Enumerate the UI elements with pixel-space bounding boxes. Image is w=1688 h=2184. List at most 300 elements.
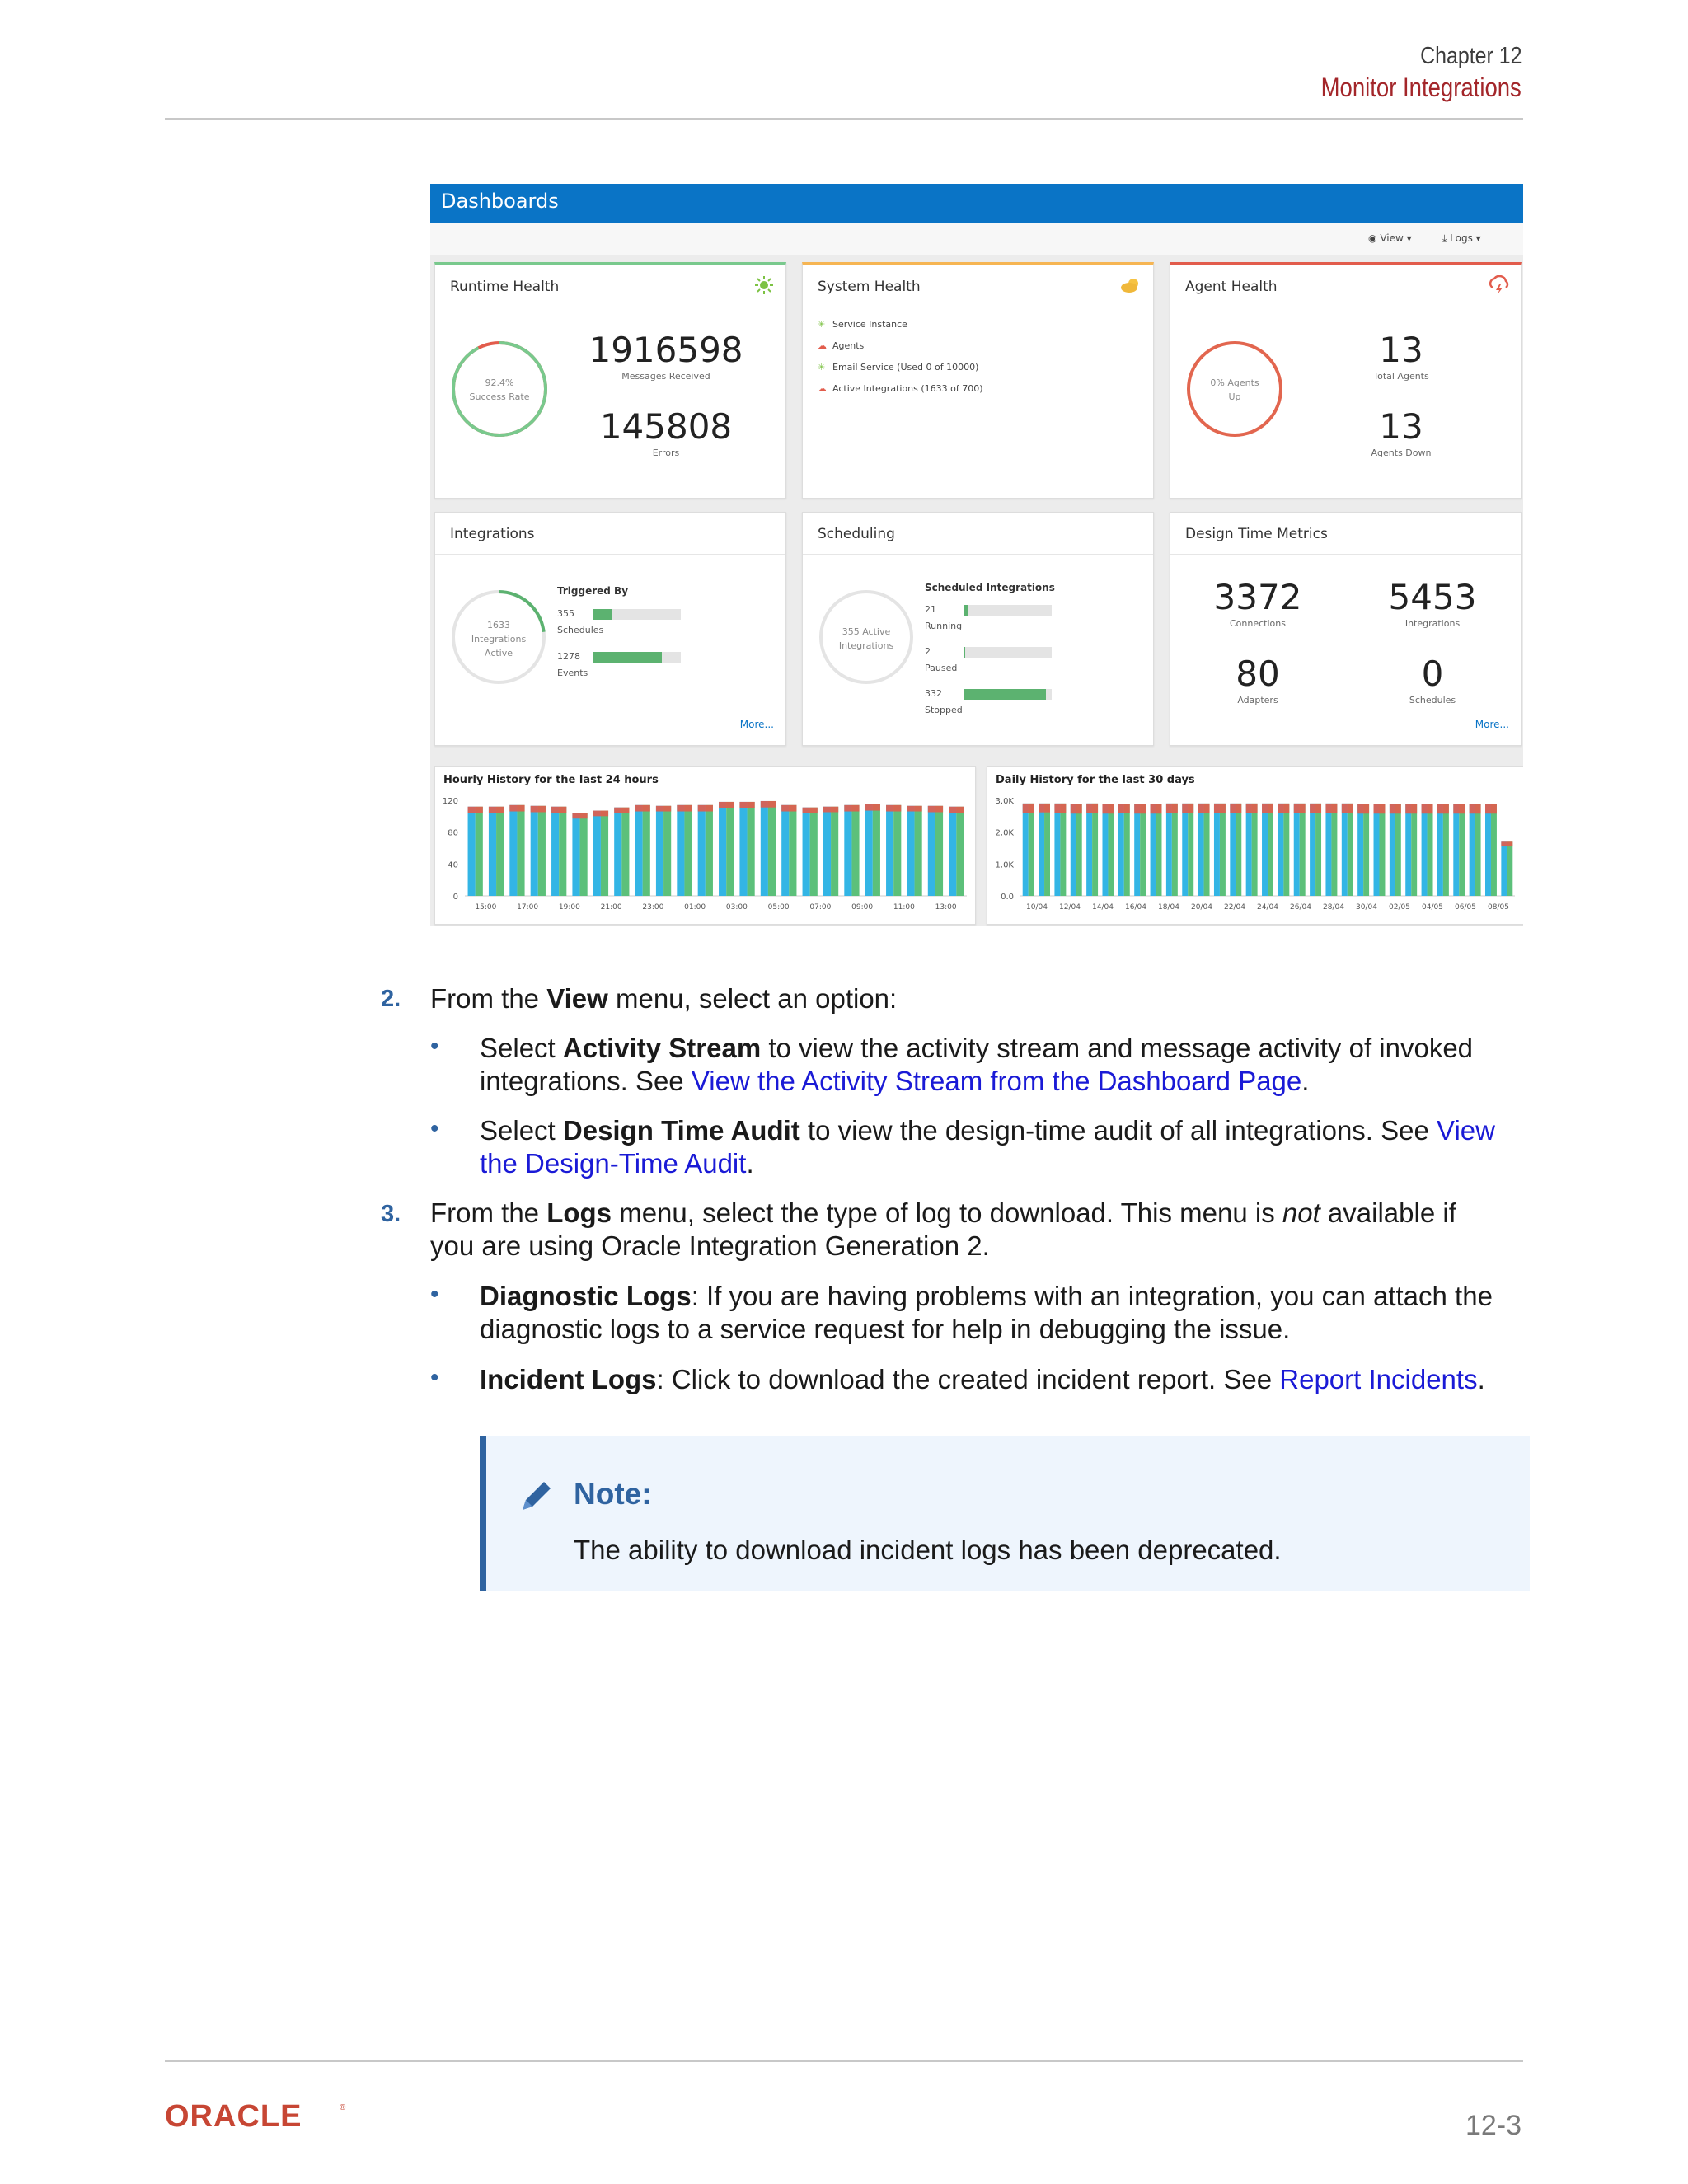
bar-series-1 bbox=[468, 807, 476, 896]
bar-series-1 bbox=[1428, 804, 1433, 896]
bar-series-1 bbox=[1405, 804, 1411, 896]
events-bar bbox=[593, 652, 681, 663]
logs-menu[interactable] bbox=[1442, 232, 1481, 245]
bar-series-2 bbox=[1374, 804, 1386, 814]
text-run: to view the activity stream and message activity of invoked bbox=[761, 1033, 1474, 1063]
sun-icon: ✳ bbox=[818, 362, 826, 373]
bar-series-2 bbox=[1182, 804, 1193, 813]
bar-series-1 bbox=[1374, 804, 1380, 896]
bullet: • bbox=[430, 1281, 439, 1308]
step-3-text-cont: you are using Oracle Integration Generation 2. bbox=[430, 1230, 990, 1261]
bar-series-1 bbox=[1507, 841, 1512, 896]
x-tick-label: 02/05 bbox=[1389, 903, 1410, 912]
x-tick-label: 10/04 bbox=[1026, 903, 1048, 912]
bar-series-2 bbox=[509, 805, 524, 812]
step-number: 2. bbox=[381, 986, 401, 1012]
bar-series-1 bbox=[1315, 804, 1321, 896]
bar-series-1 bbox=[726, 802, 734, 896]
storm-icon: ☁ bbox=[818, 383, 827, 394]
bar-series-1 bbox=[831, 807, 838, 896]
bar-series-2 bbox=[635, 805, 650, 812]
bar-series-1 bbox=[1151, 804, 1156, 896]
system-health-card[interactable] bbox=[802, 262, 1154, 499]
chart-title: Daily History for the last 30 days bbox=[996, 774, 1195, 786]
x-tick-label: 11:00 bbox=[893, 903, 915, 912]
bar-series-2 bbox=[1118, 804, 1130, 813]
daily-chart-plot bbox=[987, 790, 1523, 922]
bar-series-1 bbox=[1475, 804, 1481, 896]
bar-series-1 bbox=[1470, 804, 1475, 896]
y-tick-label: 1.0K bbox=[995, 860, 1014, 870]
bar-series-1 bbox=[1246, 804, 1252, 896]
design-time-audit-link[interactable]: the Design-Time Audit bbox=[480, 1148, 747, 1179]
bar-series-1 bbox=[656, 806, 663, 896]
integrations-card[interactable] bbox=[434, 512, 786, 746]
stopped-bar-fill bbox=[964, 689, 1046, 700]
bar-series-1 bbox=[1124, 804, 1130, 896]
bar-series-1 bbox=[1300, 804, 1306, 896]
more-link[interactable]: More... bbox=[1475, 719, 1509, 730]
events-value: 1278 bbox=[557, 651, 580, 662]
bullet-design-time-audit-cont bbox=[480, 1147, 754, 1180]
note-text: The ability to download incident logs has been deprecated. bbox=[574, 1535, 1282, 1565]
schedules-value: 355 bbox=[557, 608, 574, 619]
stopped-bar bbox=[964, 689, 1052, 700]
bar-series-1 bbox=[915, 806, 922, 896]
bar-series-2 bbox=[886, 805, 901, 812]
design-time-metrics-card[interactable] bbox=[1170, 512, 1522, 746]
bar-series-1 bbox=[1252, 804, 1258, 896]
bar-series-1 bbox=[1076, 804, 1082, 896]
bar-series-1 bbox=[844, 805, 851, 896]
step-3-text bbox=[430, 1197, 1456, 1230]
adapters-label: Adapters bbox=[1237, 695, 1278, 705]
bar-series-2 bbox=[1230, 804, 1241, 813]
text-run: . bbox=[1301, 1066, 1310, 1096]
bar-series-1 bbox=[768, 801, 776, 896]
card-divider bbox=[435, 554, 785, 555]
x-tick-label: 17:00 bbox=[517, 903, 539, 912]
storm-icon: ☁ bbox=[818, 340, 827, 351]
bar-series-1 bbox=[873, 804, 880, 896]
bar-series-2 bbox=[614, 808, 629, 813]
x-tick-label: 18/04 bbox=[1158, 903, 1179, 912]
errors-value: 145808 bbox=[599, 406, 733, 447]
option-name: Incident Logs bbox=[480, 1364, 657, 1394]
svg-text:®: ® bbox=[340, 2103, 346, 2112]
agents-down-label: Agents Down bbox=[1371, 448, 1432, 458]
system-item-email-service[interactable] bbox=[818, 362, 978, 373]
bar-series-2 bbox=[656, 806, 671, 812]
bullet: • bbox=[430, 1033, 439, 1060]
system-item-label: Agents bbox=[832, 340, 865, 351]
bar-series-1 bbox=[1236, 804, 1241, 896]
bar-series-1 bbox=[1379, 804, 1385, 896]
oracle-logo-mark bbox=[165, 2098, 354, 2131]
messages-received-value: 1916598 bbox=[588, 330, 743, 370]
x-tick-label: 20/04 bbox=[1191, 903, 1212, 912]
bar-series-2 bbox=[739, 802, 754, 808]
text-run: From the bbox=[430, 983, 547, 1014]
bar-series-2 bbox=[1054, 804, 1066, 813]
bar-series-1 bbox=[907, 806, 914, 896]
active-integrations-count: 1633 bbox=[487, 620, 510, 630]
bullet: • bbox=[430, 1364, 439, 1391]
bar-series-1 bbox=[643, 805, 650, 896]
x-tick-label: 14/04 bbox=[1092, 903, 1114, 912]
running-label: Running bbox=[925, 621, 963, 631]
agents-up-label: 0% Agents bbox=[1210, 377, 1259, 388]
bar-series-2 bbox=[1405, 804, 1417, 814]
bar-series-1 bbox=[956, 807, 964, 896]
active-integrations-label: Integrations bbox=[471, 634, 527, 644]
y-tick-label: 2.0K bbox=[995, 828, 1014, 838]
system-item-label: Service Instance bbox=[832, 319, 907, 330]
bar-series-1 bbox=[551, 807, 559, 896]
integrations-value: 5453 bbox=[1388, 577, 1477, 617]
bar-series-2 bbox=[949, 807, 964, 813]
card-title: Design Time Metrics bbox=[1185, 526, 1328, 542]
x-tick-label: 12/04 bbox=[1059, 903, 1081, 912]
bar-series-1 bbox=[893, 805, 901, 896]
bar-series-1 bbox=[1204, 804, 1210, 896]
activity-stream-link[interactable]: View the Activity Stream from the Dashboard Page bbox=[691, 1066, 1302, 1096]
messages-received-label: Messages Received bbox=[621, 371, 710, 382]
runtime-health-card[interactable] bbox=[434, 262, 786, 499]
active-integrations-sublabel: Active bbox=[484, 648, 513, 658]
card-title: System Health bbox=[818, 279, 921, 295]
bar-series-1 bbox=[635, 805, 643, 896]
system-item-active-integrations[interactable] bbox=[818, 383, 983, 394]
bar-series-1 bbox=[1230, 804, 1236, 896]
bar-series-2 bbox=[1039, 804, 1050, 813]
more-link[interactable]: More... bbox=[739, 719, 774, 730]
running-bar bbox=[964, 605, 1052, 616]
note-box bbox=[480, 1436, 1530, 1591]
dashboard-title-bar bbox=[430, 184, 1523, 223]
bar-series-2 bbox=[593, 811, 608, 817]
hourly-chart-plot bbox=[435, 790, 975, 922]
x-tick-label: 30/04 bbox=[1356, 903, 1377, 912]
bar-series-1 bbox=[1491, 804, 1497, 896]
bar-series-2 bbox=[1214, 804, 1226, 813]
bar-series-1 bbox=[935, 806, 943, 896]
stopped-value: 332 bbox=[925, 688, 942, 699]
bar-series-1 bbox=[706, 805, 713, 896]
dashboard-screenshot bbox=[430, 184, 1523, 926]
pencil-icon bbox=[518, 1477, 556, 1515]
y-tick-label: 0.0 bbox=[1001, 893, 1014, 902]
bar-series-2 bbox=[1325, 804, 1337, 813]
bar-series-2 bbox=[489, 807, 504, 813]
bar-series-2 bbox=[1151, 804, 1162, 814]
bar-series-1 bbox=[517, 805, 524, 896]
bar-series-1 bbox=[1023, 804, 1029, 896]
bar-series-1 bbox=[476, 807, 483, 896]
bar-series-2 bbox=[1278, 804, 1289, 813]
eye-icon: ◉ bbox=[1368, 232, 1377, 244]
bar-series-1 bbox=[810, 808, 818, 896]
adapters-value: 80 bbox=[1236, 654, 1280, 694]
text-run: to view the design-time audit of all integrations. See bbox=[799, 1115, 1437, 1146]
bar-series-1 bbox=[572, 813, 579, 896]
bar-series-2 bbox=[1166, 804, 1178, 813]
bar-series-2 bbox=[1246, 804, 1258, 813]
bar-series-1 bbox=[684, 805, 692, 896]
x-tick-label: 15:00 bbox=[475, 903, 497, 912]
text-run: . bbox=[746, 1148, 754, 1179]
bar-series-1 bbox=[865, 804, 873, 896]
bar-series-1 bbox=[1262, 804, 1268, 896]
dashboard-toolbar bbox=[430, 223, 1523, 255]
partly-cloudy-icon bbox=[1120, 277, 1142, 293]
card-title: Integrations bbox=[450, 526, 535, 542]
bar-series-2 bbox=[844, 805, 859, 812]
bar-series-1 bbox=[1102, 804, 1108, 896]
bar-series-2 bbox=[1310, 804, 1321, 813]
note-title: Note: bbox=[574, 1477, 652, 1511]
card-title: Runtime Health bbox=[450, 279, 560, 295]
bar-series-2 bbox=[1294, 804, 1306, 813]
bar-series-1 bbox=[1198, 804, 1204, 896]
bar-series-2 bbox=[677, 805, 692, 812]
bar-series-2 bbox=[1071, 804, 1082, 814]
bar-series-2 bbox=[781, 805, 796, 812]
bar-series-2 bbox=[1023, 804, 1034, 813]
bar-series-2 bbox=[823, 807, 838, 813]
bar-series-2 bbox=[761, 801, 776, 808]
bar-series-2 bbox=[1086, 804, 1098, 813]
bar-series-2 bbox=[803, 808, 818, 813]
bar-series-1 bbox=[1485, 804, 1491, 896]
bar-series-1 bbox=[601, 811, 608, 896]
bar-series-2 bbox=[698, 805, 713, 812]
bar-series-2 bbox=[719, 802, 734, 808]
report-incidents-link[interactable]: Report Incidents bbox=[1279, 1364, 1478, 1394]
storm-icon bbox=[1488, 275, 1511, 295]
bullet-design-time-audit bbox=[480, 1114, 1495, 1147]
card-divider bbox=[1170, 554, 1521, 555]
paused-label: Paused bbox=[925, 663, 958, 673]
x-tick-label: 01:00 bbox=[684, 903, 706, 912]
page-number: 12-3 bbox=[1465, 2110, 1522, 2141]
text-run: : Click to download the created incident report. See bbox=[656, 1364, 1280, 1394]
bar-series-1 bbox=[489, 807, 496, 896]
bar-series-1 bbox=[1086, 804, 1092, 896]
bar-series-1 bbox=[1044, 804, 1050, 896]
bar-series-2 bbox=[1262, 804, 1273, 813]
bullet-activity-stream bbox=[480, 1032, 1473, 1065]
bar-series-1 bbox=[1182, 804, 1188, 896]
hourly-history-chart bbox=[434, 766, 976, 925]
text-run: : If you are having problems with an integration, you can attach the bbox=[691, 1281, 1493, 1311]
bar-series-1 bbox=[1348, 804, 1353, 896]
bullet-diagnostic-logs-cont: diagnostic logs to a service request for help in debugging the issue. bbox=[480, 1314, 1291, 1344]
paused-value: 2 bbox=[925, 646, 931, 657]
card-divider bbox=[803, 554, 1153, 555]
bar-series-1 bbox=[823, 807, 831, 896]
y-tick-label: 120 bbox=[442, 797, 458, 806]
bar-series-1 bbox=[593, 811, 601, 896]
menu-name: View bbox=[546, 983, 608, 1014]
bar-series-1 bbox=[748, 802, 755, 896]
x-tick-label: 23:00 bbox=[642, 903, 664, 912]
svg-text:ORACLE: ORACLE bbox=[165, 2099, 302, 2131]
bar-series-2 bbox=[1390, 804, 1401, 814]
bar-series-1 bbox=[1188, 804, 1193, 896]
y-tick-label: 3.0K bbox=[995, 797, 1014, 806]
bar-series-2 bbox=[1470, 804, 1481, 814]
bullet-incident-logs bbox=[480, 1363, 1485, 1396]
scheduled-integrations-heading: Scheduled Integrations bbox=[925, 582, 1055, 593]
bar-series-2 bbox=[865, 804, 880, 811]
bullet-activity-stream-cont bbox=[480, 1065, 1309, 1098]
system-item-label: Active Integrations (1633 of 700) bbox=[832, 383, 983, 394]
total-agents-value: 13 bbox=[1379, 330, 1423, 370]
system-item-service-instance[interactable] bbox=[818, 319, 907, 330]
running-value: 21 bbox=[925, 604, 936, 615]
x-tick-label: 26/04 bbox=[1290, 903, 1311, 912]
scheduling-card[interactable] bbox=[802, 512, 1154, 746]
success-rate-value: 92.4% bbox=[485, 377, 514, 388]
bar-series-1 bbox=[886, 805, 893, 896]
bullet: • bbox=[430, 1115, 439, 1142]
bar-series-1 bbox=[496, 807, 504, 896]
bar-series-2 bbox=[1485, 804, 1497, 814]
y-tick-label: 80 bbox=[448, 828, 458, 838]
bar-series-1 bbox=[698, 805, 706, 896]
agents-down-value: 13 bbox=[1379, 406, 1423, 447]
bar-series-1 bbox=[1029, 804, 1034, 896]
bar-series-1 bbox=[1443, 804, 1449, 896]
text-run: Select bbox=[480, 1033, 563, 1063]
bar-series-1 bbox=[803, 808, 810, 896]
paused-bar-fill bbox=[964, 647, 965, 658]
bar-series-1 bbox=[1294, 804, 1300, 896]
scheduled-ring-line-1: 355 Active bbox=[842, 626, 891, 637]
bar-series-1 bbox=[1214, 804, 1220, 896]
chart-title: Hourly History for the last 24 hours bbox=[443, 774, 659, 786]
bar-series-1 bbox=[1166, 804, 1172, 896]
chevron-down-icon: ▾ bbox=[1406, 232, 1412, 244]
events-bar-fill bbox=[593, 652, 662, 663]
x-tick-label: 09:00 bbox=[851, 903, 874, 912]
x-tick-label: 06/05 bbox=[1455, 903, 1476, 912]
text-run: integrations. See bbox=[480, 1066, 692, 1096]
bar-series-2 bbox=[907, 806, 921, 812]
bar-series-2 bbox=[1501, 841, 1512, 846]
bar-series-1 bbox=[538, 806, 546, 896]
bar-series-2 bbox=[1198, 804, 1210, 813]
bar-series-2 bbox=[468, 807, 483, 813]
x-tick-label: 08/05 bbox=[1488, 903, 1509, 912]
bar-series-2 bbox=[928, 806, 943, 813]
schedules-label: Schedules bbox=[1409, 695, 1456, 705]
card-title: Scheduling bbox=[818, 526, 895, 542]
bar-series-1 bbox=[851, 805, 859, 896]
x-tick-label: 22/04 bbox=[1224, 903, 1245, 912]
chapter-label: Chapter 12 bbox=[1419, 43, 1522, 69]
bar-series-1 bbox=[1411, 804, 1417, 896]
agent-health-card[interactable] bbox=[1170, 262, 1522, 499]
download-icon: ⤓ bbox=[1442, 232, 1447, 244]
integrations-label: Integrations bbox=[1404, 618, 1461, 629]
design-time-audit-link[interactable]: View bbox=[1437, 1115, 1495, 1146]
option-name: Diagnostic Logs bbox=[480, 1281, 692, 1311]
schedules-value: 0 bbox=[1421, 654, 1444, 694]
stopped-label: Stopped bbox=[925, 705, 963, 715]
sun-icon: ✳ bbox=[818, 319, 826, 330]
bar-series-2 bbox=[1102, 804, 1114, 814]
paused-bar bbox=[964, 647, 1052, 658]
text-run: From the bbox=[430, 1197, 547, 1228]
x-tick-label: 07:00 bbox=[809, 903, 832, 912]
connections-value: 3372 bbox=[1213, 577, 1302, 617]
x-tick-label: 21:00 bbox=[600, 903, 622, 912]
daily-history-chart bbox=[987, 766, 1523, 925]
bar-series-1 bbox=[1156, 804, 1162, 896]
bar-series-1 bbox=[1108, 804, 1114, 896]
bar-series-2 bbox=[1134, 804, 1146, 814]
text-run: . bbox=[1477, 1364, 1485, 1394]
bar-series-1 bbox=[1118, 804, 1124, 896]
bar-series-1 bbox=[559, 807, 566, 896]
bar-series-1 bbox=[663, 806, 671, 896]
text-run: available if bbox=[1320, 1197, 1456, 1228]
schedules-bar bbox=[593, 609, 681, 620]
bar-series-1 bbox=[789, 805, 796, 896]
x-tick-label: 28/04 bbox=[1323, 903, 1344, 912]
bar-series-1 bbox=[614, 808, 621, 896]
y-tick-label: 40 bbox=[448, 860, 458, 870]
bar-series-1 bbox=[1357, 804, 1363, 896]
bar-series-1 bbox=[1459, 804, 1465, 896]
x-tick-label: 04/05 bbox=[1422, 903, 1443, 912]
schedules-label: Schedules bbox=[557, 625, 604, 635]
bar-series-1 bbox=[1268, 804, 1273, 896]
bar-series-1 bbox=[1422, 804, 1428, 896]
bar-series-2 bbox=[531, 806, 546, 813]
bar-series-1 bbox=[1390, 804, 1395, 896]
oracle-logo bbox=[165, 2098, 354, 2135]
bar-series-1 bbox=[1437, 804, 1443, 896]
bar-series-1 bbox=[1060, 804, 1066, 896]
bar-series-1 bbox=[1342, 804, 1348, 896]
bar-series-1 bbox=[719, 802, 726, 896]
bar-series-2 bbox=[1437, 804, 1449, 814]
emphasis: not bbox=[1282, 1197, 1320, 1228]
x-tick-label: 03:00 bbox=[725, 903, 748, 912]
x-tick-label: 05:00 bbox=[767, 903, 790, 912]
bar-series-1 bbox=[509, 805, 517, 896]
system-item-agents[interactable] bbox=[818, 340, 864, 351]
logs-menu-label: Logs bbox=[1450, 232, 1473, 244]
bar-series-1 bbox=[781, 805, 789, 896]
system-item-label: Email Service (Used 0 of 10000) bbox=[832, 362, 979, 373]
bar-series-2 bbox=[551, 807, 566, 813]
x-tick-label: 19:00 bbox=[558, 903, 580, 912]
bar-series-1 bbox=[621, 808, 629, 896]
bar-series-1 bbox=[1363, 804, 1369, 896]
view-menu[interactable] bbox=[1368, 232, 1412, 244]
errors-label: Errors bbox=[652, 448, 680, 458]
bar-series-1 bbox=[531, 806, 538, 896]
bar-series-1 bbox=[761, 801, 768, 896]
bar-series-1 bbox=[1172, 804, 1178, 896]
y-tick-label: 0 bbox=[452, 893, 458, 902]
events-label: Events bbox=[557, 668, 588, 678]
dashboard-title: Dashboards bbox=[441, 190, 559, 213]
